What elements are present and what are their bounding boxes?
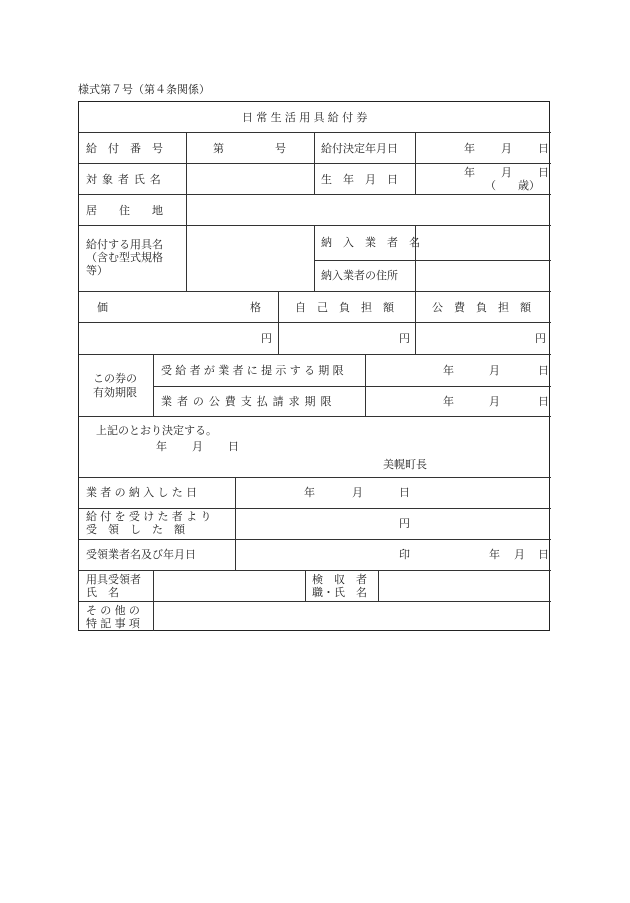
decision-year: 年 — [156, 440, 167, 453]
validity-present-label: 受給者が業者に提示する期限 — [161, 364, 347, 377]
birth-date-month: 月 — [501, 166, 512, 179]
benefit-number-field[interactable] — [187, 133, 314, 163]
validity-label-line2: 有効期限 — [93, 386, 137, 399]
benefit-number-go: 号 — [275, 142, 286, 155]
validity-present-day: 日 — [538, 364, 549, 377]
supplier-address-field[interactable] — [416, 261, 551, 291]
supplier-name-label: 納 入 業 者 名 — [321, 236, 420, 249]
validity-claim-date-field[interactable] — [366, 387, 551, 416]
inspector-label-line1: 検 収 者 — [312, 573, 367, 586]
received-amount-label-line2: 受 領 し た 額 — [86, 523, 185, 536]
mayor-label: 美幌町長 — [383, 458, 427, 471]
form-title: 日常生活用具給付券 — [242, 111, 371, 124]
receiver-label-line2: 氏 名 — [86, 586, 119, 599]
received-amount-field[interactable] — [236, 509, 551, 539]
validity-present-year: 年 — [443, 364, 454, 377]
birth-date-year: 年 — [464, 166, 475, 179]
benefit-number-dai: 第 — [213, 142, 224, 155]
receipt-info-label: 受領業者名及び年月日 — [86, 548, 196, 561]
self-pay-label: 自 己 負 担 額 — [295, 301, 394, 314]
form-number-heading: 様式第７号（第４条関係） — [78, 83, 210, 96]
self-pay-yen: 円 — [399, 332, 410, 345]
validity-present-date-field[interactable] — [366, 355, 551, 386]
decision-month: 月 — [192, 440, 203, 453]
decision-date-field[interactable] — [416, 133, 551, 163]
price-field[interactable] — [79, 323, 278, 354]
remarks-field[interactable] — [154, 602, 551, 631]
age-label: （ 歳） — [485, 179, 540, 192]
public-pay-field[interactable] — [416, 323, 551, 354]
validity-present-month: 月 — [489, 364, 500, 377]
item-name-label-line1: 給付する用具名 — [86, 238, 163, 251]
supplier-name-field[interactable] — [416, 226, 551, 260]
decision-day: 日 — [228, 440, 239, 453]
subject-name-field[interactable] — [187, 164, 314, 194]
delivery-date-month: 月 — [352, 486, 363, 499]
decision-date-label: 給付決定年月日 — [321, 142, 398, 155]
decision-date-month: 月 — [501, 142, 512, 155]
item-name-label-line2: （含む型式規格 — [86, 251, 163, 264]
receiver-name-field[interactable] — [154, 571, 305, 601]
received-amount-yen: 円 — [399, 517, 410, 530]
decision-date-year: 年 — [464, 142, 475, 155]
decision-statement: 上記のとおり決定する。 — [96, 424, 217, 437]
birth-date-day: 日 — [538, 166, 549, 179]
remarks-label-line2: 特記事項 — [86, 617, 144, 630]
item-name-field[interactable] — [187, 226, 314, 291]
public-pay-label: 公 費 負 担 額 — [432, 301, 531, 314]
receipt-year: 年 — [489, 548, 500, 561]
validity-claim-month: 月 — [489, 395, 500, 408]
public-pay-yen: 円 — [535, 332, 546, 345]
receipt-info-field[interactable] — [236, 540, 551, 570]
birth-date-label: 生 年 月 日 — [321, 173, 398, 186]
receiver-label-line1: 用具受領者 — [86, 573, 141, 586]
address-label: 居 住 地 — [86, 204, 163, 217]
price-label-b: 格 — [250, 301, 261, 314]
decision-date-day: 日 — [538, 142, 549, 155]
seal-mark: 印 — [399, 548, 410, 561]
receipt-month: 月 — [514, 548, 525, 561]
validity-claim-year: 年 — [443, 395, 454, 408]
remarks-label-line1: その他の — [86, 604, 144, 617]
receipt-day: 日 — [538, 548, 549, 561]
address-field[interactable] — [187, 195, 551, 225]
validity-label-line1: この券の — [93, 372, 137, 385]
received-amount-label-line1: 給付を受けた者より — [86, 510, 215, 523]
delivery-date-label: 業者の納入した日 — [86, 486, 201, 499]
item-name-label-line3: 等） — [86, 264, 108, 277]
price-yen: 円 — [261, 332, 272, 345]
delivery-date-year: 年 — [304, 486, 315, 499]
inspector-label-line2: 職・氏 名 — [312, 586, 367, 599]
delivery-date-field[interactable] — [236, 478, 551, 508]
subject-name-label: 対象者氏名 — [86, 173, 166, 186]
supplier-address-label: 納入業者の住所 — [321, 269, 398, 282]
validity-claim-label: 業者の公費支払請求期限 — [161, 395, 337, 408]
benefit-voucher-form — [78, 101, 550, 631]
price-label-a: 価 — [97, 301, 108, 314]
self-pay-field[interactable] — [279, 323, 415, 354]
delivery-date-day: 日 — [399, 486, 410, 499]
validity-claim-day: 日 — [538, 395, 549, 408]
benefit-number-label: 給 付 番 号 — [86, 142, 163, 155]
inspector-name-field[interactable] — [379, 571, 551, 601]
